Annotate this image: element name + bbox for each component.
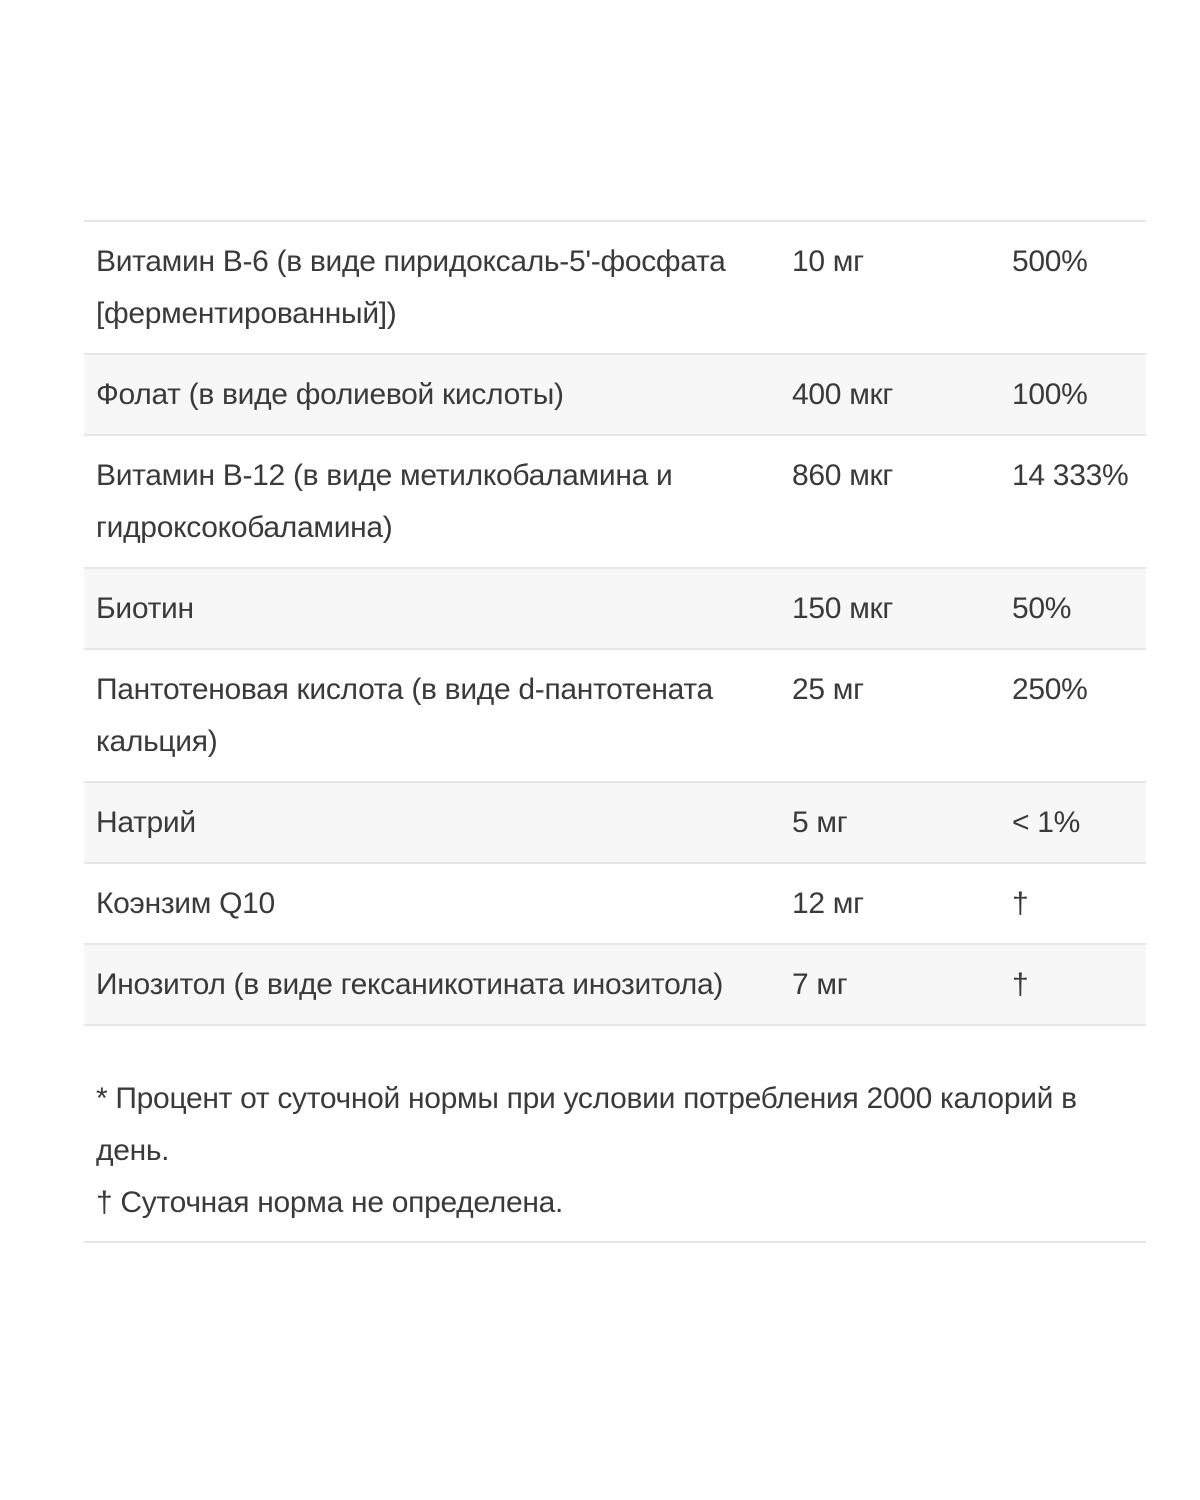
ingredient-name: Коэнзим Q10 — [84, 863, 780, 944]
table-row — [84, 221, 1146, 354]
daily-value-percent: 250% — [990, 649, 1146, 782]
ingredient-amount: 5 мг — [780, 782, 990, 863]
ingredient-name: Пантотеновая кислота (в виде d-пантотената кальция) — [84, 649, 780, 782]
daily-value-percent: † — [990, 863, 1146, 944]
table-row — [84, 568, 1146, 649]
table-row — [84, 944, 1146, 1025]
not-established-footnote: † Суточная норма не определена. — [96, 1186, 564, 1219]
ingredient-amount: 400 мкг — [780, 354, 990, 435]
daily-value-percent: 50% — [990, 568, 1146, 649]
ingredient-amount: 25 мг — [780, 649, 990, 782]
supplement-facts-table — [84, 220, 1146, 1026]
ingredient-amount: 10 мг — [780, 221, 990, 354]
ingredient-amount: 7 мг — [780, 944, 990, 1025]
ingredient-name: Биотин — [84, 568, 780, 649]
ingredient-name: Натрий — [84, 782, 780, 863]
table-row — [84, 649, 1146, 782]
ingredient-amount: 860 мкг — [780, 435, 990, 568]
ingredient-name: Инозитол (в виде гексаникотината инозитола) — [84, 944, 780, 1025]
ingredient-name: Фолат (в виде фолиевой кислоты) — [84, 354, 780, 435]
ingredient-name: Витамин B-12 (в виде метилкобаламина и гидроксокобаламина) — [84, 435, 780, 568]
table-row — [84, 782, 1146, 863]
daily-value-percent: 14 333% — [990, 435, 1146, 568]
ingredient-amount: 150 мкг — [780, 568, 990, 649]
table-row — [84, 435, 1146, 568]
daily-value-percent: 100% — [990, 354, 1146, 435]
daily-value-percent: < 1% — [990, 782, 1146, 863]
ingredient-name: Витамин B-6 (в виде пиридоксаль-5'-фосфата [ферментированный]) — [84, 221, 780, 354]
daily-value-percent: 500% — [990, 221, 1146, 354]
table-row — [84, 354, 1146, 435]
footnotes — [84, 1073, 1146, 1243]
daily-value-footnote: * Процент от суточной нормы при условии потребления 2000 калорий в день. — [96, 1082, 1077, 1167]
ingredient-amount: 12 мг — [780, 863, 990, 944]
table-row — [84, 863, 1146, 944]
daily-value-percent: † — [990, 944, 1146, 1025]
